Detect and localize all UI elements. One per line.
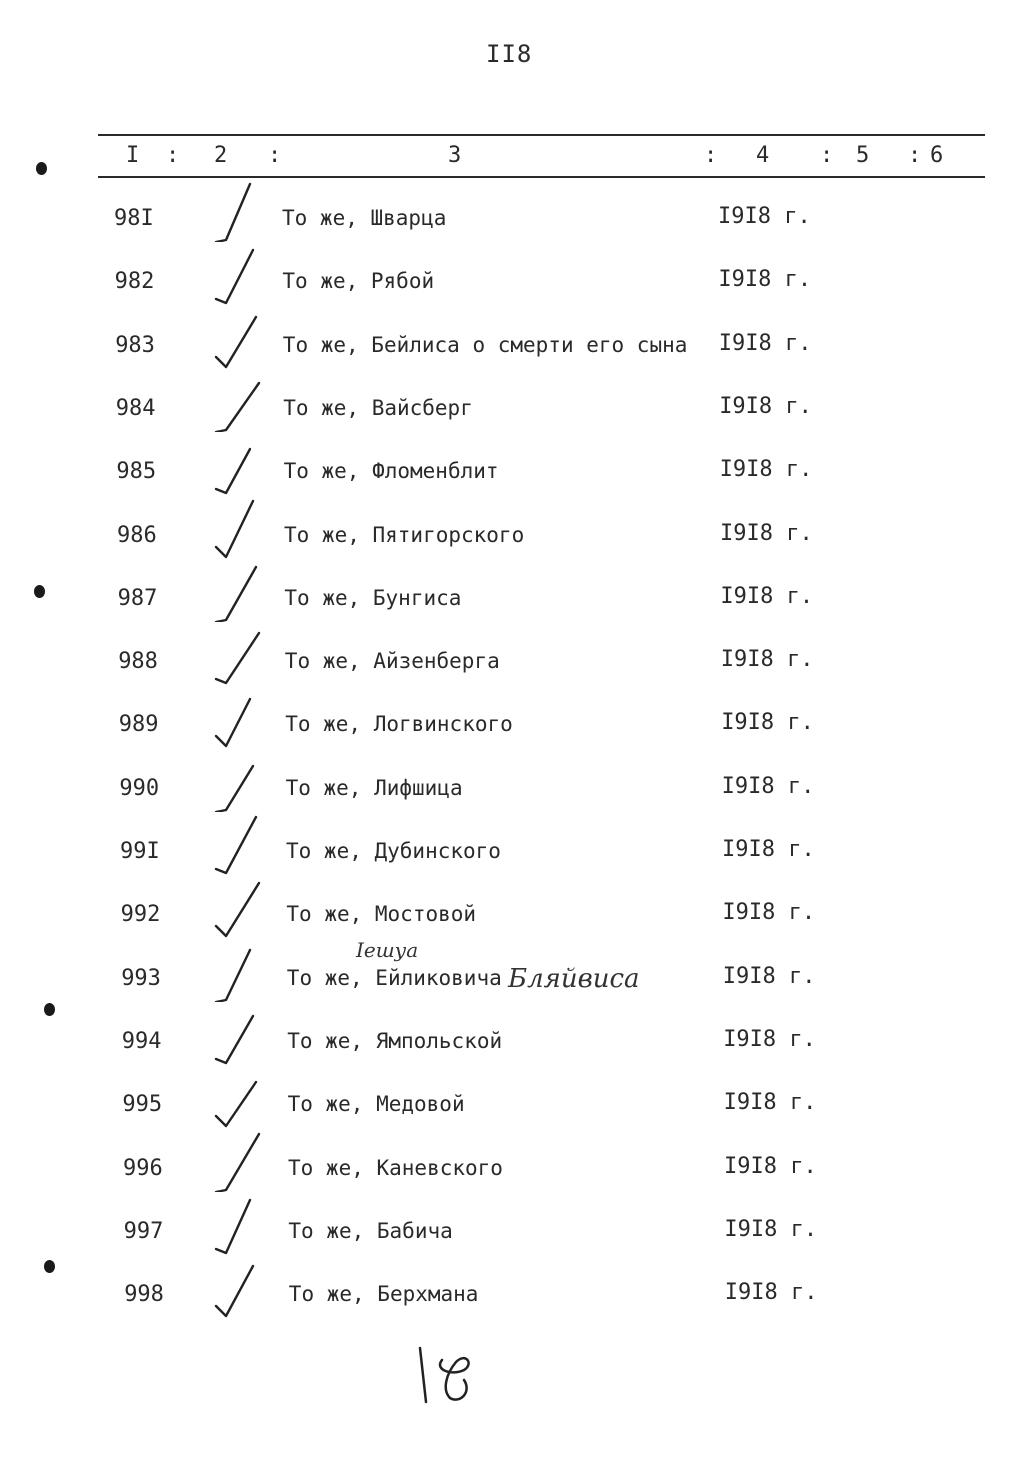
row-number: 996 — [123, 1156, 163, 1181]
row-year: I9I8 г. — [724, 1280, 818, 1305]
check-mark-icon — [206, 1001, 266, 1065]
row-number: 99I — [120, 839, 160, 864]
check-mark-icon — [206, 495, 266, 559]
row-number: 982 — [114, 269, 155, 294]
row-year: I9I8 г. — [722, 900, 816, 925]
table-row — [0, 1023, 1024, 1063]
check-mark-icon — [206, 305, 266, 369]
table-row — [0, 390, 1024, 430]
check-mark-icon — [206, 938, 266, 1002]
row-year: I9I8 г. — [720, 584, 814, 609]
row-description: То же, Фломенблит — [283, 459, 499, 483]
row-description: То же, Рябой — [282, 269, 435, 293]
row-description: То же, Логвинского — [285, 712, 513, 736]
header-sep: : — [908, 143, 922, 168]
table-row — [0, 263, 1024, 303]
row-number: 98I — [114, 206, 154, 231]
page-number: II8 — [486, 40, 533, 68]
punch-hole — [44, 1003, 55, 1016]
row-description: То же, Ейликовича — [286, 966, 502, 990]
header-col-5: 5 — [856, 143, 870, 168]
row-year: I9I8 г. — [721, 710, 814, 735]
row-year: I9I8 г. — [724, 1154, 817, 1179]
row-number: 985 — [116, 459, 157, 484]
row-description: То же, Вайсберг — [283, 396, 473, 420]
row-number: 989 — [118, 712, 159, 737]
check-mark-icon — [206, 748, 266, 812]
table-row — [0, 643, 1024, 683]
table-row — [0, 1086, 1024, 1126]
row-description: То же, Дубинского — [286, 839, 501, 863]
check-mark-icon — [206, 684, 266, 748]
table-row — [0, 1150, 1024, 1190]
table-row — [0, 453, 1024, 493]
row-year: I9I8 г. — [722, 964, 816, 989]
row-description: То же, Айзенберга — [284, 649, 500, 673]
row-number: 992 — [120, 902, 161, 927]
table-row — [0, 896, 1024, 936]
check-mark-icon — [206, 1128, 266, 1192]
row-year: I9I8 г. — [720, 647, 814, 672]
row-number: 986 — [117, 523, 157, 548]
row-description: То же, Шварца — [282, 206, 447, 230]
row-year: I9I8 г. — [722, 837, 815, 862]
table-row — [0, 517, 1024, 557]
row-description: То же, Мостовой — [286, 902, 477, 926]
row-number: 997 — [123, 1219, 164, 1244]
check-mark-icon — [206, 241, 266, 305]
check-mark-icon — [206, 1254, 266, 1318]
check-mark-icon — [206, 1064, 266, 1128]
table-row — [0, 200, 1024, 240]
row-number: 988 — [118, 649, 158, 674]
check-mark-icon — [206, 431, 266, 495]
header-col-4: 4 — [756, 143, 770, 168]
row-description: То же, Бунгиса — [284, 586, 462, 610]
check-mark-icon — [206, 621, 266, 685]
check-mark-icon — [206, 558, 266, 622]
table-row — [0, 833, 1024, 873]
header-sep: : — [704, 143, 718, 168]
check-mark-icon — [206, 811, 266, 875]
row-year: I9I8 г. — [723, 1090, 817, 1115]
punch-hole — [44, 1260, 55, 1273]
header-sep: : — [166, 143, 180, 168]
row-description: То же, Берхмана — [288, 1282, 479, 1306]
table-header — [0, 143, 1024, 173]
row-description: То же, Медовой — [287, 1092, 465, 1116]
handwritten-note: Бляйвиса — [508, 964, 640, 994]
row-number: 995 — [122, 1092, 163, 1117]
row-number: 983 — [115, 333, 155, 358]
row-number: 993 — [121, 966, 161, 991]
row-year: I9I8 г. — [718, 267, 812, 292]
row-number: 998 — [124, 1282, 164, 1307]
check-mark-icon — [206, 874, 266, 938]
row-year: I9I8 г. — [718, 204, 811, 229]
row-description: То же, Пятигорского — [284, 523, 525, 547]
row-number: 994 — [121, 1029, 162, 1054]
row-year: I9I8 г. — [724, 1217, 818, 1242]
row-year: I9I8 г. — [719, 394, 812, 419]
row-number: 987 — [117, 586, 158, 611]
row-year: I9I8 г. — [723, 1027, 816, 1052]
header-col-3: 3 — [448, 143, 462, 168]
header-col-2: 2 — [214, 143, 228, 168]
header-sep: : — [268, 143, 282, 168]
row-description: То же, Каневского — [288, 1156, 503, 1180]
table-row — [0, 327, 1024, 367]
handwritten-note: Іешуа — [356, 938, 419, 962]
row-number: 990 — [119, 776, 160, 801]
row-description: То же, Бабича — [288, 1219, 453, 1243]
header-col-1: I — [126, 143, 140, 168]
table-row — [0, 770, 1024, 810]
row-year: I9I8 г. — [719, 457, 813, 482]
table-row — [0, 1213, 1024, 1253]
row-year: I9I8 г. — [720, 521, 813, 546]
row-year: I9I8 г. — [718, 331, 812, 356]
row-description: То же, Ямпольской — [287, 1029, 503, 1053]
row-number: 984 — [115, 396, 156, 421]
row-description: То же, Бейлиса о смерти его сына — [282, 333, 688, 357]
row-description: То же, Лифшица — [285, 776, 463, 800]
table-row — [0, 706, 1024, 746]
header-col-6: 6 — [930, 143, 944, 168]
row-year: I9I8 г. — [721, 774, 815, 799]
table-row — [0, 1276, 1024, 1316]
check-mark-icon — [206, 368, 266, 432]
header-sep: : — [820, 143, 834, 168]
handwritten-page-number — [412, 1340, 482, 1410]
table-row — [0, 580, 1024, 620]
check-mark-icon — [206, 178, 266, 242]
table-top-rule — [98, 134, 985, 136]
check-mark-icon — [206, 1191, 266, 1255]
